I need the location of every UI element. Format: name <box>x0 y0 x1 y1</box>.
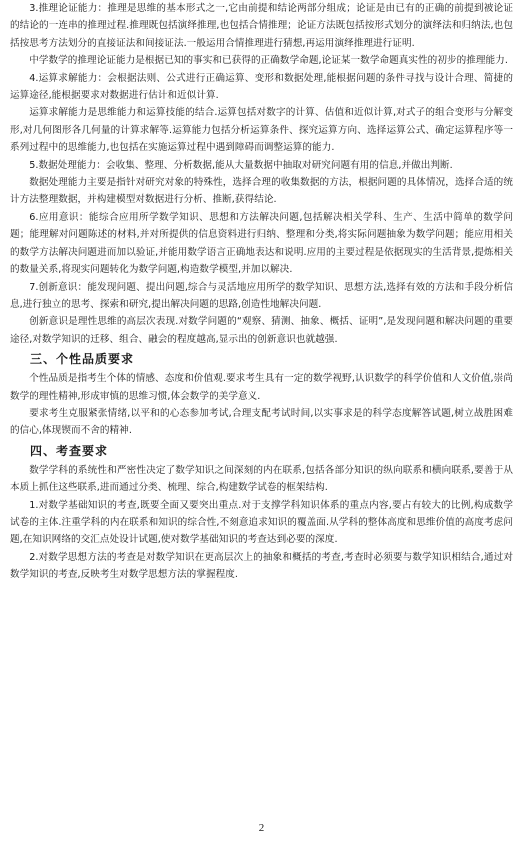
paragraph-reasoning-ability: 3.推理论证能力：推理是思维的基本形式之一,它由前提和结论两部分组成；论证是由已有的正确的前提到被论证的结论的一连串的推理过程.推理既包括演绎推理,也包括合情推理；论证方法既包括按形式划分的演绎法和归纳法,也包括按思考方法划分的直接证法和间接证法.一般运用合情推理进行猜想,再运用演绎推理进行证明. <box>10 3 513 49</box>
paragraph-innovation-awareness: 7.创新意识：能发现问题、提出问题,综合与灵活地应用所学的数学知识、思想方法,选择有效的方法和手段分析信息,进行独立的思考、探索和研究,提出解决问题的思路,创造性地解决问题. <box>10 281 513 310</box>
paragraph-personality-definition: 个性品质是指考生个体的情感、态度和价值观.要求考生具有一定的数学视野,认识数学的科学价值和人文价值,崇尚数学的理性精神,形成审慎的思维习惯,体会数学的美学意义. <box>10 373 513 402</box>
paragraph-reasoning-explanation: 中学数学的推理论证能力是根据已知的事实和已获得的正确数学命题,论证某一数学命题真实性的初步的推理能力. <box>29 55 508 67</box>
paragraph-innovation-explanation: 创新意识是理性思维的高层次表现.对数学问题的“观察、猜测、抽象、概括、证明”,是发现问题和解决问题的重要途径,对数学知识的迁移、组合、融会的程度越高,显示出的创新意识也就越强. <box>10 316 513 345</box>
paragraph-requirements-basic-knowledge: 1.对数学基础知识的考查,既要全面又要突出重点.对于支撑学科知识体系的重点内容,要占有较大的比例,构成数学试卷的主体.注重学科的内在联系和知识的综合性,不刻意追求知识的覆盖面.从学科的整体高度和思维价值的高度考虑问题,在知识网络的交汇点处设计试题,使对数学基础知识的考查达到必要的深度. <box>10 499 513 546</box>
paragraph-requirements-intro: 数学学科的系统性和严密性决定了数学知识之间深刻的内在联系,包括各部分知识的纵向联系和横向联系,要善于从本质上抓住这些联系,进而通过分类、梳理、综合,构建数学试卷的框架结构. <box>10 464 513 494</box>
paragraph-computation-ability: 4.运算求解能力：会根据法则、公式进行正确运算、变形和数据处理,能根据问题的条件寻找与设计合理、简捷的运算途径,能根据要求对数据进行估计和近似计算. <box>10 72 513 102</box>
paragraph-computation-explanation: 运算求解能力是思维能力和运算技能的结合.运算包括对数字的计算、估值和近似计算,对式子的组合变形与分解变形,对几何图形各几何量的计算求解等.运算能力包括分析运算条件、探究运算方向、选择运算公式、确定运算程序等一系列过程中的思维能力,也包括在实施运算过程中遇到障碍而调整运算的能力. <box>10 107 513 154</box>
paragraph-data-processing-ability: 5.数据处理能力：会收集、整理、分析数据,能从大量数据中抽取对研究问题有用的信息,并做出判断. <box>29 159 453 171</box>
page-content <box>10 0 513 584</box>
section-heading-exam-requirements: 四、考查要求 <box>30 443 109 458</box>
paragraph-application-awareness: 6.应用意识：能综合应用所学数学知识、思想和方法解决问题,包括解决相关学科、生产、生活中简单的数学问题；能理解对问题陈述的材料,并对所提供的信息资料进行归纳、整理和分类,将实际问题抽象为数学问题；能应用相关的数学方法解决问题进而加以验证,并能用数学语言正确地表达和说明.应用的主要过程是依据现实的生活背景,提炼相关的数量关系,将现实问题转化为数学问题,构造数学模型,并加以解决. <box>10 211 513 276</box>
paragraph-personality-exam-attitude: 要求考生克服紧张情绪,以平和的心态参加考试,合理支配考试时间,以实事求是的科学态度解答试题,树立战胜困难的信心,体现锲而不舍的精神. <box>10 407 513 437</box>
section-heading-personality: 三、个性品质要求 <box>30 352 135 367</box>
page-number: 2 <box>258 822 265 834</box>
paragraph-data-processing-explanation: 数据处理能力主要是指针对研究对象的特殊性，选择合理的收集数据的方法，根据问题的具体情况，选择合适的统计方法整理数据，并构建模型对数据进行分析、推断,获得结论. <box>10 177 513 206</box>
paragraph-requirements-thinking-methods: 2.对数学思想方法的考查是对数学知识在更高层次上的抽象和概括的考查,考查时必须要与数学知识相结合,通过对数学知识的考查,反映考生对数学思想方法的掌握程度. <box>10 551 513 581</box>
